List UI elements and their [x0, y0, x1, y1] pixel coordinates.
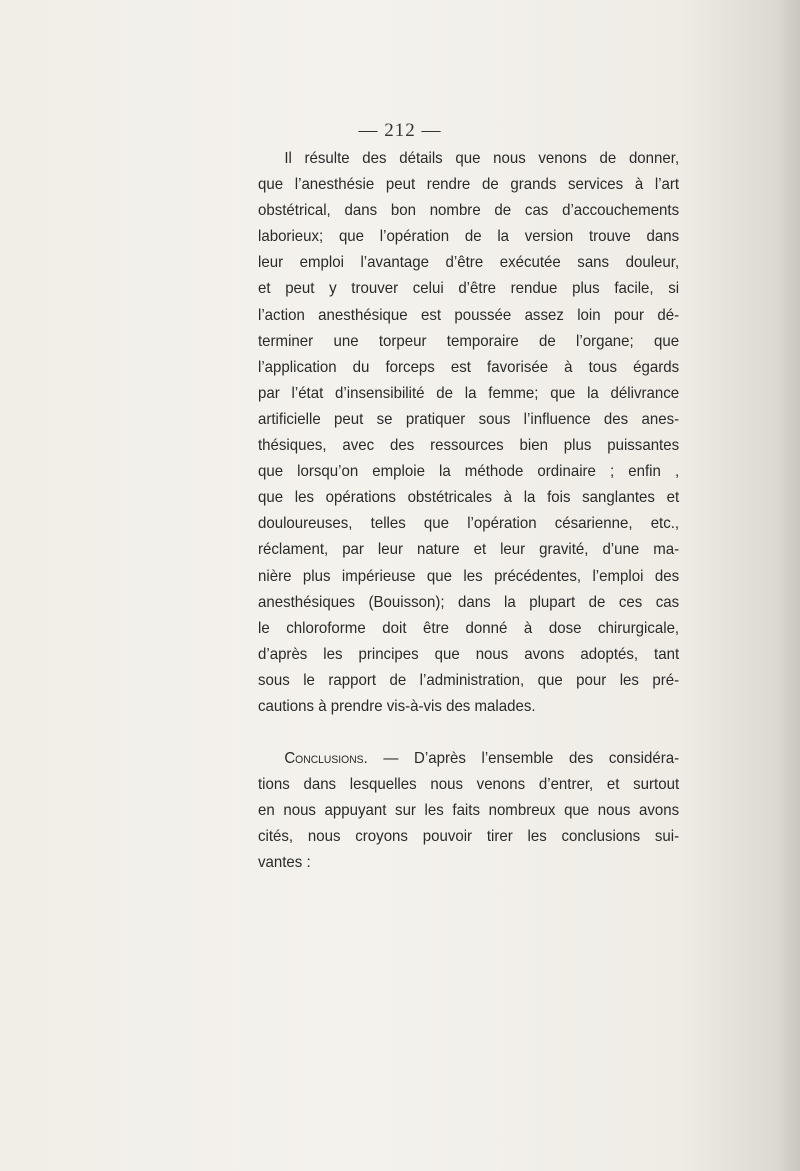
text-line: laborieux; que l’opération de la version trouve dans — [258, 228, 680, 246]
page-number: — 212 — — [358, 120, 442, 141]
text-line: vantes : — [258, 854, 311, 872]
text-line-heading — [258, 746, 679, 772]
text-line: par l’état d’insensibilité de la femme; que la délivrance — [258, 384, 680, 402]
text-line: terminer une torpeur temporaire de l’organe; que — [258, 332, 680, 350]
text-line: Il résulte des détails que nous venons de donner, — [284, 150, 680, 167]
paragraph-gap — [258, 720, 679, 746]
text-line: que lorsqu’on emploie la méthode ordinaire ; enfin , — [258, 463, 680, 481]
text-line: réclament, par leur nature et leur gravité, d’une ma- — [258, 541, 680, 559]
body-text — [258, 146, 679, 877]
text-line: sous le rapport de l’administration, que pour les pré- — [258, 671, 680, 689]
text-line: l’application du forceps est favorisée à tous égards — [258, 358, 680, 376]
paragraph-conclusions — [258, 746, 679, 876]
text-line: anesthésiques (Bouisson); dans la plupart de ces cas — [258, 593, 680, 611]
text-line: thésiques, avec des ressources bien plus puissantes — [258, 437, 680, 455]
text-line: que les opérations obstétricales à la fois sanglantes et — [258, 489, 680, 507]
text-line: obstétrical, dans bon nombre de cas d’accouchements — [258, 202, 680, 220]
text-run: — D’après l’ensemble des considéra- — [367, 750, 680, 768]
text-line: douloureuses, telles que l’opération césarienne, etc., — [258, 515, 680, 533]
text-line: l’action anesthésique est poussée assez loin pour dé- — [258, 306, 680, 324]
text-line: le chloroforme doit être donné à dose chirurgicale, — [258, 619, 680, 637]
conclusions-heading: Conclusions. — [284, 750, 368, 768]
text-line: que l’anesthésie peut rendre de grands services à l’art — [258, 176, 680, 194]
text-line: artificielle peut se pratiquer sous l’influence des anes- — [258, 410, 680, 428]
text-line: d’après les principes que nous avons adoptés, tant — [258, 645, 680, 663]
text-line: cités, nous croyons pouvoir tirer les conclusions sui- — [258, 828, 680, 846]
text-line: nière plus impérieuse que les précédentes, l’emploi des — [258, 567, 680, 585]
text-line: en nous appuyant sur les faits nombreux que nous avons — [258, 802, 680, 820]
text-line: leur emploi l’avantage d’être exécutée sans douleur, — [258, 254, 680, 272]
text-line: tions dans lesquelles nous venons d’entrer, et surtout — [258, 776, 680, 794]
paragraph-anesthesia-summary — [258, 146, 679, 720]
text-line: et peut y trouver celui d’être rendue plus facile, si — [258, 280, 680, 298]
text-line: cautions à prendre vis-à-vis des malades. — [258, 697, 536, 715]
